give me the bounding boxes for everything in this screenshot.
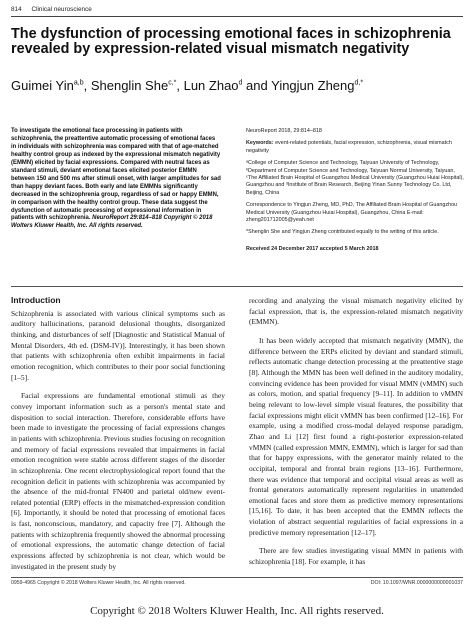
article-title: The dysfunction of processing emotional faces in schizophrenia revealed by expression-related visual mismatch negativity xyxy=(11,26,451,58)
body-column-right xyxy=(249,296,463,576)
body-paragraph: There are few studies investigating visual MMN in patients with schizophrenia [18]. For example, it has xyxy=(249,546,463,567)
footer-copyright: 0959-4965 Copyright © 2018 Wolters Kluwer Health, Inc. All rights reserved. xyxy=(11,580,186,586)
abstract xyxy=(11,128,221,231)
divider xyxy=(11,286,463,287)
author-4: Yingjun Zheng$^{d,*}$ xyxy=(271,78,364,93)
affiliations: ᵃCollege of Computer Science and Technology, Taiyuan University of Technology, ᵇDepartment of Computer Science and Technology, Taiyuan Normal University, Taiyuan, ᶜThe Affiliated Brain Hospital of Guangzhou Medical University (Guangzhou Huiai Hospital), Guangzhou and ᵈInstitute of Brain Research, Beijing Yinan Sunny Technology Co. Ltd, Beijing, China xyxy=(246,160,464,196)
author-list: Guimei Yin$^{a,b}$, Shenglin She$^{c,*}$, Lun Zhao$^d$ and Yingjun Zheng$^{d,*}$ xyxy=(11,78,364,93)
author-2: Shenglin She$^{c,*}$ xyxy=(90,78,177,93)
abstract-citation: NeuroReport 29:814–818 Copyright © 2018 Wolters Kluwer Health, Inc. All rights reserved. xyxy=(11,215,213,230)
footer-doi: DOI: 10.1097/WNR.0000000000001037 xyxy=(370,580,463,586)
footer-divider xyxy=(11,577,463,578)
article-metadata xyxy=(246,128,466,258)
correspondence: Correspondence to Yingjun Zheng, MD, PhD, The Affiliated Brain Hospital of Guangzhou Medical University (Guangzhou Huiai Hospital), Guangzhou, China E-mail: zheng201712005@yeah.net xyxy=(246,202,458,224)
body-paragraph: Schizophrenia is associated with various clinical symptoms such as auditory hallucinations, paranoid delusional thoughts, disorganized thinking, and disturbances of self [Diagnostic and Statistical Manual of Mental Disorders, 4th ed. (DSM-IV)]. Interestingly, it has been shown that patients with schizophrenia often exhibit impairments in facial emotion recognition, which contributes to their poor social functioning [1–5]. xyxy=(11,308,225,382)
journal-reference: NeuroReport 2018, 29:814–818 xyxy=(246,128,322,134)
received-dates: Received 24 December 2017 accepted 5 March 2018 xyxy=(246,245,379,252)
page-number: 814 xyxy=(11,6,22,13)
author-3: Lun Zhao$^d$ xyxy=(183,78,243,93)
section-name: Clinical neuroscience xyxy=(31,6,92,13)
keywords: Keywords: event-related potentials, facial expression, schizophrenia, visual mismatch negativity xyxy=(246,140,452,154)
equal-contribution-note: *Shenglin She and Yingjun Zheng contributed equally to the writing of this article. xyxy=(246,229,439,236)
body-paragraph: Facial expressions are fundamental emotional stimuli as they convey important information such as a person's mental state and disposition to social interaction. Therefore, considerable efforts have been made to investigate the processing of facial expressions changes in patients with schizophrenia. Previous studies focusing on recognition and memory of facial expressions revealed that impairments in facial emotion recognition were stable across different stages of the disorder in schizophrenia. One recent electrophysiological report found that the recognition deficit in patients with schizophrenia was accompanied by the absence of the mid-frontal FN400 and parietal old/new event-related potential (ERP) effects in the mismatched-expression condition [6]. Importantly, it should be noted that processing of emotional faces is fast, nonconscious, mandatory, and capacity free [7]. Although the patients with schizophrenia frequently showed the abnormal processing of emotional expressions, the automatic change detection of facial expressions affected by schizophrenia is not clear, which would be investigated in the present study by xyxy=(11,391,225,571)
copyright-bar: Copyright © 2018 Wolters Kluwer Health, Inc. All rights reserved. xyxy=(90,605,384,617)
running-header xyxy=(11,6,463,17)
body-paragraph: recording and analyzing the visual mismatch negativity elicited by facial expression, that is, the expression-related mismatch negativity (EMMN). xyxy=(249,296,463,327)
abstract-text: To investigate the emotional face processing in patients with schizophrenia, the preattentive automatic processing of emotional faces in individuals with schizophrenia was compared with that of age-matched healthy control group as indexed by the expressional mismatch negativity (EMMN) elicited by facial expressions. Compared with neutral faces as standard stimuli, deviant emotional faces elicited posterior EMMN between 150 and 500 ms after stimuli onset, with larger amplitudes for sad than happy deviant faces. Both early and late EMMNs significantly decreased in the schizophrenia group, regardless of sad or happy EMMN, in comparison with the healthy control group. These data suggest the dysfunction of automatic processing of expressional information in patients with schizophrenia. xyxy=(11,128,221,222)
body-paragraph: It has been widely accepted that mismatch negativity (MMN), the difference between the ERPs elicited by deviant and standard stimuli, reflects automatic change detection processing at the preattentive stage [8]. Although the MMN has been well defined in the auditory modality, convincing evidence has been provided for visual MMN (vMMN) such as colors, motion, and spatial frequency [9–11]. In addition to vMMN being relevant to low-level simple visual features, the possibility that facial expressions might elicit vMMN has been confirmed [12–16]. For example, using a modified cross-modal delayed response paradigm, Zhao and Li [12] first found a right-posterior expression-related vMMN (called expression MMN, EMMN), which is larger for sad than that for happy expressions, with the generator mainly related to the occipital, temporal and frontal brain regions [13–16]. Furthermore, there was evidence that temporal and occipital visual areas as well as frontal generators automatically represent regularities in unattended emotional faces and store them as predictive memory representations [15,16]. To date, it has been accepted that the EMMN reflects the violation of abstract sequential regularities of facial expressions in a predictive memory representation [12–17]. xyxy=(249,335,463,537)
author-1: Guimei Yin$^{a,b}$ xyxy=(11,78,84,93)
section-heading-introduction: Introduction xyxy=(11,295,61,305)
body-column-left xyxy=(11,295,225,580)
